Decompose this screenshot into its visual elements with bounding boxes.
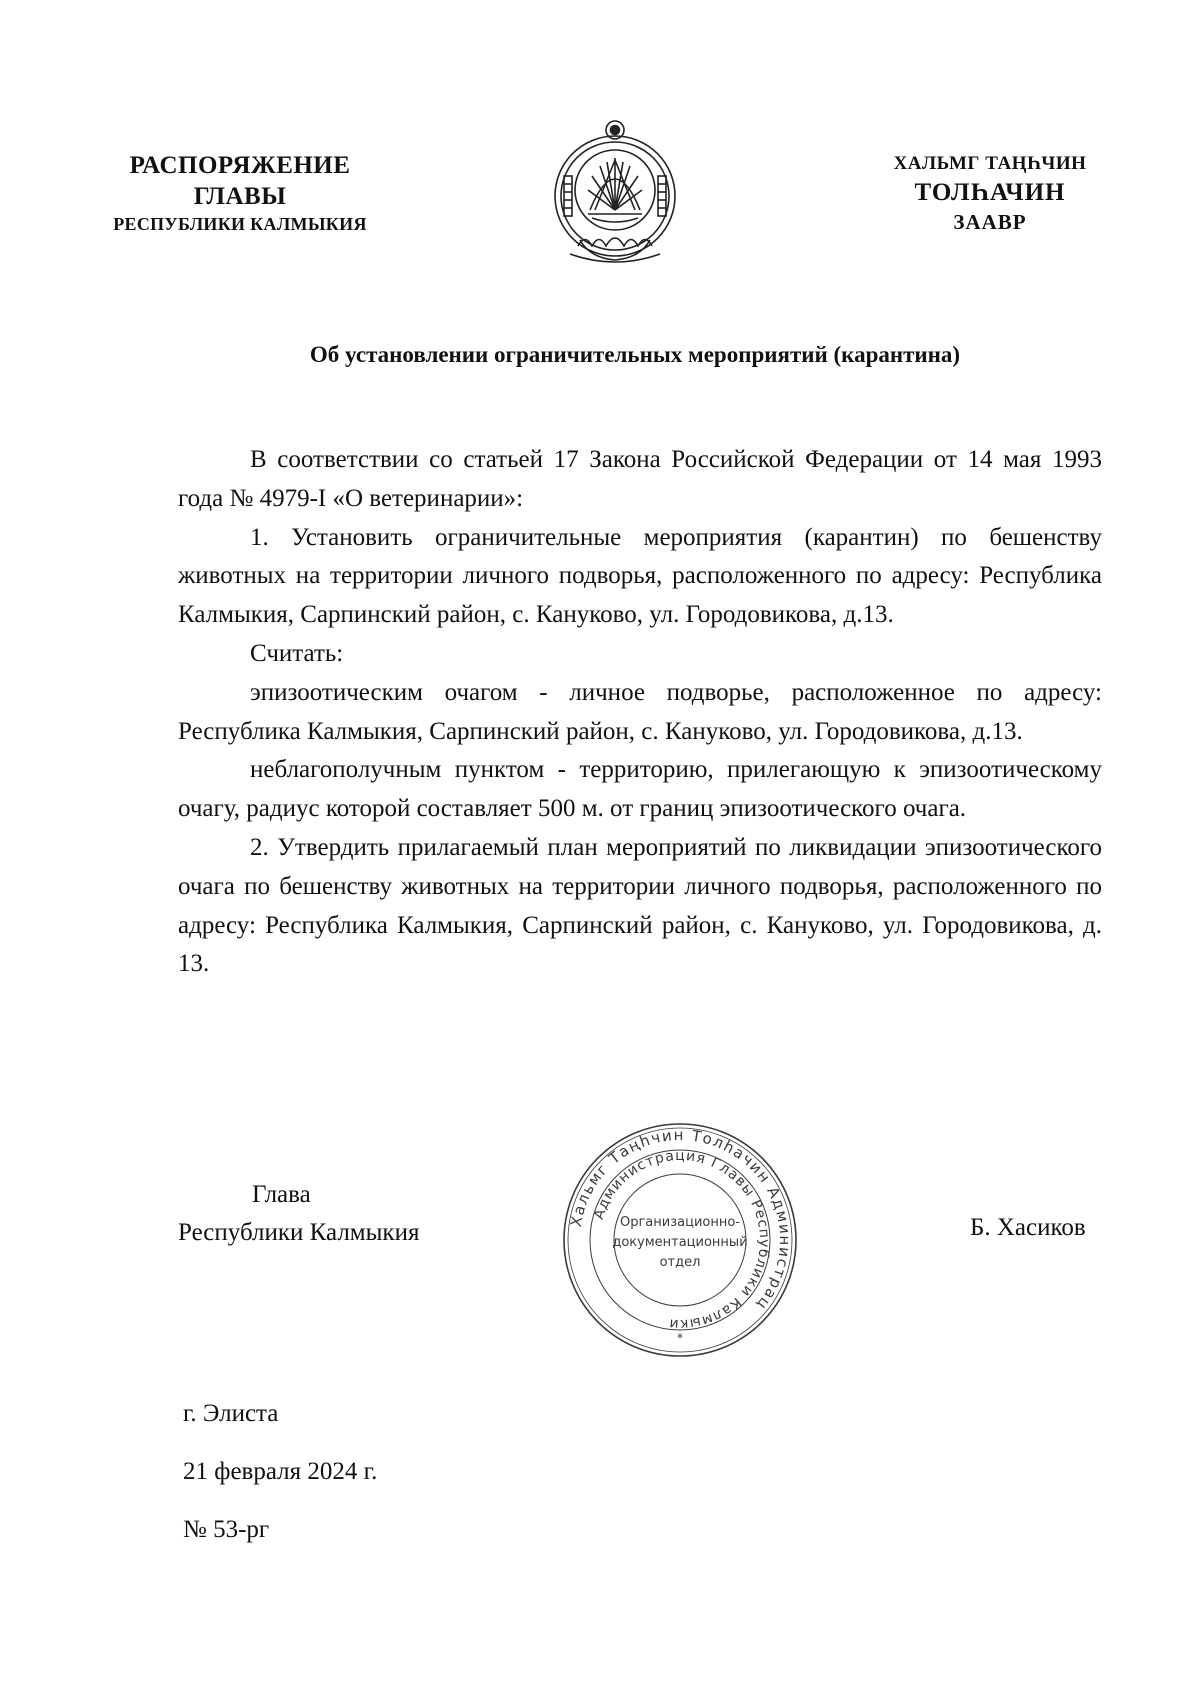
stamp-inner-line2: документационный bbox=[612, 1235, 748, 1250]
footer-date: 21 февраля 2024 г. bbox=[183, 1458, 378, 1485]
kalmykia-emblem-icon bbox=[540, 118, 690, 270]
header-right-line1: ХАЛЬМГ ТАҢҺЧИН bbox=[893, 153, 1087, 174]
document-body bbox=[178, 441, 1102, 984]
paragraph-preamble: В соответствии со статьей 17 Закона Российской Федерации от 14 мая 1993 года № 4979-I «О ветеринарии»: bbox=[178, 446, 1102, 512]
header-left bbox=[80, 150, 400, 235]
document-title: Об установлении ограничительных мероприятий (карантина) bbox=[309, 342, 961, 367]
header-right bbox=[840, 152, 1140, 236]
official-stamp-icon bbox=[560, 1120, 800, 1360]
paragraph-focus: эпизоотическим очагом - личное подворье, расположенное по адресу: Республика Калмыкия, Сарпинский район, с. Кануково, ул. Городовикова, д.13. bbox=[178, 678, 1102, 745]
header-right-line2: ТОЛҺАЧИН bbox=[914, 178, 1066, 206]
document-footer bbox=[183, 1385, 377, 1559]
stamp-middle-text: Администрация Главы Республики Калмыки bbox=[590, 1147, 773, 1333]
paragraph-consider: Считать: bbox=[250, 639, 344, 667]
footer-number: № 53-рг bbox=[183, 1516, 270, 1543]
signature-position bbox=[178, 1176, 419, 1252]
footer-city: г. Элиста bbox=[183, 1400, 279, 1427]
signer-name: Б. Хасиков bbox=[970, 1214, 1086, 1241]
signature-position-line1: Глава bbox=[252, 1181, 311, 1208]
stamp-inner-line3: отдел bbox=[659, 1255, 701, 1270]
stamp-inner-line1: Организационно- bbox=[619, 1215, 741, 1230]
header-left-line2: ГЛАВЫ bbox=[193, 183, 287, 211]
paragraph-item-2: 2. Утвердить прилагаемый план мероприятий по ликвидации эпизоотического очага по бешенству животных на территории личного подворья, расположенного по адресу: Республика Калмыкия, Сарпинский район, с. Кануково, ул. Городовикова, д. 13. bbox=[178, 833, 1102, 978]
header-right-line3: ЗААВР bbox=[953, 210, 1027, 235]
paragraph-unfavorable-point: неблагополучным пунктом - территорию, прилегающую к эпизоотическому очагу, радиус которой составляет 500 м. от границ эпизоотического очага. bbox=[178, 756, 1102, 823]
signature-position-line2: Республики Калмыкия bbox=[178, 1219, 420, 1246]
header-left-line1: РАСПОРЯЖЕНИЕ bbox=[129, 152, 351, 179]
stamp-outer-text: Хальмг Таңһчин Толһачин Администрац bbox=[566, 1125, 795, 1315]
paragraph-item-1: 1. Установить ограничительные мероприятия (карантин) по бешенству животных на территории личного подворья, расположенного по адресу: Республика Калмыкия, Сарпинский район, с. Кануково, ул. Городовикова, д.13. bbox=[178, 523, 1102, 629]
header-left-line3: РЕСПУБЛИКИ КАЛМЫКИЯ bbox=[113, 213, 367, 234]
svg-text:*: * bbox=[677, 1331, 683, 1345]
